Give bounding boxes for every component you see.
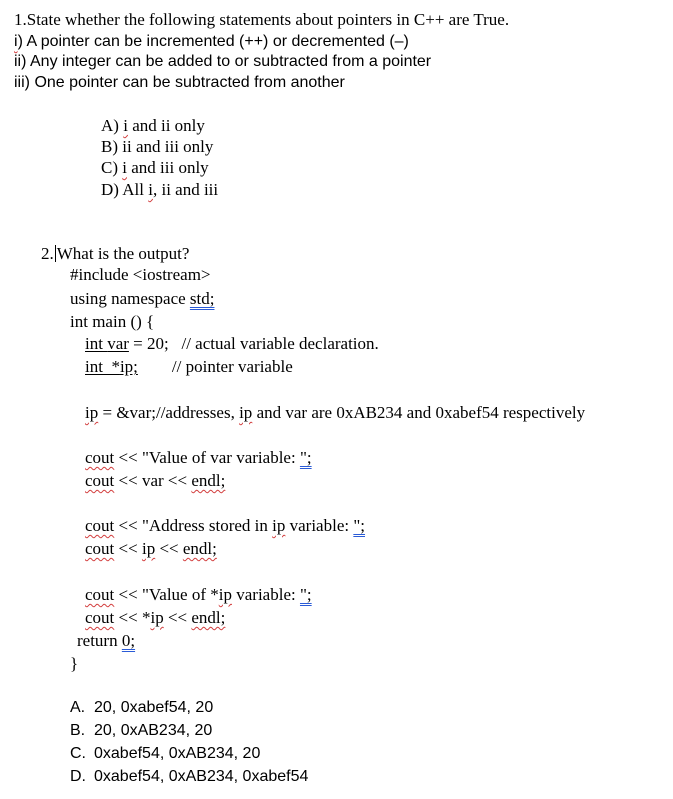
q1-statement-3: iii) One pointer can be subtracted from another	[14, 74, 345, 91]
code-using: using namespace std;	[70, 289, 215, 308]
code-close-brace: }	[70, 654, 79, 673]
code-assign: ip = &var;//addresses, ip and var are 0xAB234 and 0xabef54 respectively	[85, 403, 586, 422]
q2-question: 2. What is the output?	[41, 244, 190, 263]
code-cout-3: cout << "Address stored in ip variable: ";	[85, 516, 366, 535]
code-main: int main () {	[70, 312, 155, 331]
q1-option-b: B) ii and iii only	[101, 137, 214, 156]
q2-option-c: C. 0xabef54, 0xAB234, 20	[70, 745, 261, 762]
q2-option-a: A. 20, 0xabef54, 20	[70, 699, 214, 716]
q2-option-b: B. 20, 0xAB234, 20	[70, 722, 213, 739]
code-include: #include <iostream>	[70, 265, 211, 284]
q1-stem: 1.State whether the following statements about pointers in C++ are True.	[14, 10, 510, 29]
q1-option-a: A) i and ii only	[101, 116, 205, 135]
code-cout-1: cout << "Value of var variable: ";	[85, 448, 312, 467]
code-cout-6: cout << *ip << endl;	[85, 608, 226, 627]
q1-option-d: D) All i, ii and iii	[101, 180, 219, 199]
q1-option-c: C) i and iii only	[101, 158, 209, 177]
code-cout-2: cout << var << endl;	[85, 471, 226, 490]
code-return: return 0;	[77, 631, 136, 650]
code-cout-5: cout << "Value of *ip variable: ";	[85, 585, 312, 604]
q2-option-d: D. 0xabef54, 0xAB234, 0xabef54	[70, 768, 309, 785]
code-var-decl: int var = 20; // actual variable declaration.	[85, 334, 379, 353]
q1-statement-2: ii) Any integer can be added to or subtracted from a pointer	[14, 53, 432, 70]
code-ptr-decl: int *ip; // pointer variable	[85, 357, 293, 376]
text-cursor	[55, 245, 56, 262]
code-cout-4: cout << ip << endl;	[85, 539, 217, 558]
q1-statement-1: i) A pointer can be incremented (++) or decremented (–)	[14, 33, 409, 50]
